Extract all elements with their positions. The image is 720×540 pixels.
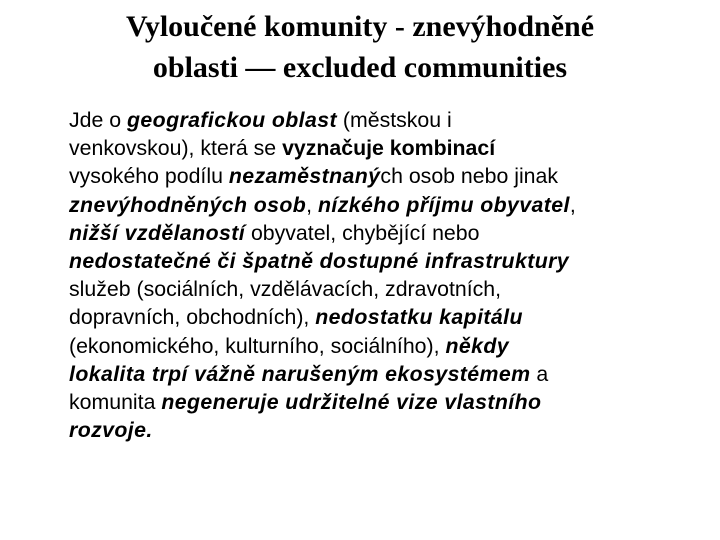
body-line-6 — [69, 247, 689, 275]
text-run: komunita — [69, 390, 162, 415]
slide-title — [40, 6, 680, 88]
text-run: služeb (sociálních, vzdělávacích, zdravotních, — [69, 277, 502, 302]
text-run-emphasis: negeneruje udržitelné vize vlastního — [161, 390, 542, 415]
body-line-11 — [69, 388, 689, 416]
body-line-4 — [69, 191, 689, 219]
text-run: venkovskou), která se — [69, 136, 283, 161]
body-line-12 — [69, 416, 689, 444]
body-paragraph — [69, 106, 689, 444]
text-run-emphasis: lokalita trpí vážně narušeným ekosystémem — [69, 361, 531, 386]
text-run: vysokého podílu — [69, 164, 229, 189]
text-run-emphasis: geografickou oblast — [127, 108, 337, 132]
text-run: (ekonomického, kulturního, sociálního), — [69, 333, 446, 358]
title-line-2: oblasti — excluded communities — [152, 51, 568, 84]
title-line-1: Vyloučené komunity - znevýhodněné — [125, 10, 595, 43]
text-run: ch osob nebo jinak — [380, 164, 559, 189]
text-run: dopravních, obchodních), — [69, 305, 316, 330]
text-run: a — [530, 361, 549, 386]
body-line-5 — [69, 219, 689, 247]
body-line-2 — [69, 134, 689, 162]
body-line-7 — [69, 275, 689, 303]
text-run-emphasis: nezaměstnaný — [228, 164, 381, 189]
body-line-1 — [69, 106, 689, 134]
text-run-emphasis: nižší vzdělaností — [69, 220, 246, 245]
body-line-8 — [69, 303, 689, 331]
text-run: , — [306, 192, 319, 217]
body-line-10 — [69, 360, 689, 388]
text-run: obyvatel, chybějící nebo — [245, 220, 480, 245]
text-run: , — [569, 192, 576, 217]
text-run-bold: vyznačuje kombinací — [282, 136, 496, 161]
body-line-9 — [69, 332, 689, 360]
text-run: (městskou i — [336, 108, 452, 132]
text-run-emphasis: nedostatečné či špatně dostupné infrastruktury — [69, 249, 570, 274]
text-run-emphasis: znevýhodněných osob — [69, 192, 307, 217]
text-run-emphasis: nedostatku kapitálu — [315, 305, 523, 330]
body-line-3 — [69, 162, 689, 190]
text-run-emphasis: rozvoje. — [69, 418, 153, 443]
text-run-emphasis: nízkého příjmu obyvatel — [318, 192, 570, 217]
text-run-emphasis: někdy — [445, 333, 510, 358]
text-run: Jde o — [69, 108, 128, 132]
